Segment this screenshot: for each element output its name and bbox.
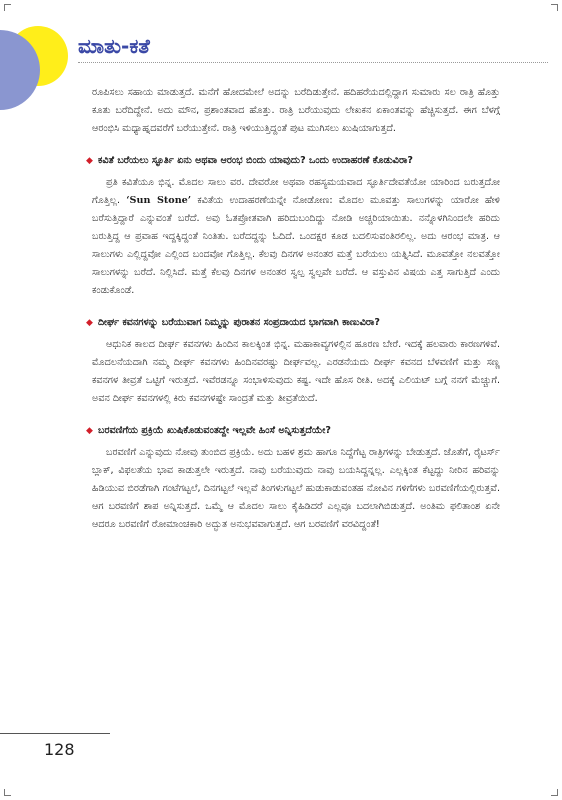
question-text: ಬರವಣಿಗೆಯ ಪ್ರಕ್ರಿಯೆ ಖುಷಿಕೊಡುವಂತದ್ದೇ ಇಲ್ಲವೇ ಹಿಂಸೆ ಅನ್ನಿಸುತ್ತದೆಯೇ? [98,425,331,436]
footer-rule [0,733,110,734]
answer-text: ಕವಿತೆಯ ಉದಾಹರಣೆಯನ್ನೇ ನೋಡೋಣ: ಮೊದಲ ಮೂವತ್ತು ಸಾಲುಗಳನ್ನು ಯಾರೋ ಹೇಳಿ ಬರೆಸುತ್ತಿದ್ದಾರೆ ಎನ್ನುವಂತೆ ಬರೆದೆ. ಅವು ಓತಪ್ರೋತವಾಗಿ ಹರಿದುಬಂದಿದ್ದು ನೋಡಿ ಅಚ್ಚರಿಯಾಯಿತು. ನನ್ನೊಳಗಿನಿಂದಲೇ ಹರಿದು ಬರುತ್ತಿದ್ದ ಆ ಪ್ರವಾಹ ಇದ್ದಕ್ಕಿದ್ದಂತೆ ನಿಂತಿತು. ಬರೆದದ್ದನ್ನು ಓದಿದೆ. ಒಂದಕ್ಷರ ಕೂಡ ಬದಲಿಸುವಂತಿರಲಿಲ್ಲ. ಅದು ಆರಂಭ ಮಾತ್ರ. ಆ ಸಾಲುಗಳು ಎಲ್ಲಿದ್ದವೋ ಎಲ್ಲಿಂದ ಬಂದವೋ ಗೊತ್ತಿಲ್ಲ. ಕೆಲವು ದಿನಗಳ ಅನಂತರ ಮತ್ತೆ ಬರೆಯಲು ಯತ್ನಿಸಿದೆ. ಮೂವತ್ತೋ ನಲವತ್ತೋ ಸಾಲುಗಳನ್ನು ಬರೆದೆ. ನಿಲ್ಲಿಸಿದೆ. ಮತ್ತೆ ಕೆಲವು ದಿನಗಳ ಅನಂತರ ಸ್ವಲ್ಪ ಸ್ವಲ್ಪವೇ ಬರೆದೆ. ಆ ವಸ್ತುವಿನ ವಿಷಯ ಎತ್ತ ಸಾಗುತ್ತಿದೆ ಎಂದು ಕಂಡುಕೊಂಡೆ. [92,195,500,296]
question-3 [86,422,500,440]
section-title: ಮಾತು-ಕತೆ [78,34,150,58]
page-number: 128 [44,740,75,759]
intro-paragraph: ರೂಪಿಸಲು ಸಹಾಯ ಮಾಡುತ್ತದೆ. ಮನೆಗೆ ಹೋದಮೇಲೆ ಅದನ್ನು ಬರೆದಿಡುತ್ತೇನೆ. ಹದಿಹರೆಯದಲ್ಲಿದ್ದಾಗ ಸುಮಾರು ಸಲ ರಾತ್ರಿ ಹೊತ್ತು ಕೂತು ಬರೆದಿದ್ದೇನೆ. ಅದು ಮೌನ, ಪ್ರಶಾಂತವಾದ ಹೊತ್ತು. ರಾತ್ರಿ ಬರೆಯುವುದು ಲೇಖಕನ ಏಕಾಂತವನ್ನು ಹೆಚ್ಚಿಸುತ್ತದೆ. ಈಗ ಬೆಳಗ್ಗೆ ಆರಂಭಿಸಿ ಮಧ್ಯಾಹ್ನದವರೆಗೆ ಬರೆಯುತ್ತೇನೆ. ರಾತ್ರಿ ಇಳಿಯುತ್ತಿದ್ದಂತೆ ಪುಟ ಮುಗಿಸಲು ಖುಷಿಯಾಗುತ್ತದೆ. [92,87,500,134]
crop-mark [551,789,558,796]
answer-3: ಬರವಣಿಗೆ ಎನ್ನುವುದು ನೋವು ತುಂಬಿದ ಪ್ರಕ್ರಿಯೆ. ಅದು ಬಹಳ ಶ್ರಮ ಹಾಗೂ ನಿದ್ದೆಗೆಟ್ಟ ರಾತ್ರಿಗಳನ್ನು ಬೇಡುತ್ತದೆ. ಜೊತೆಗೆ, ರೈಟರ್ಸ್ ಬ್ಲಾಕ್, ವಿಫಲತೆಯ ಭಾವ ಕಾಡುತ್ತಲೇ ಇರುತ್ತದೆ. ನಾವು ಬರೆಯುವುದು ನಾವು ಬಯಸಿದ್ದನ್ನಲ್ಲ. ಎಲ್ಲಕ್ಕಿಂತ ಕೆಟ್ಟದ್ದು ನೀರಿನ ಹರಿವನ್ನು ಹಿಡಿಯುವ ಬಿರಡೆಗಾಗಿ ಗಂಟೆಗಟ್ಟಲೆ, ದಿನಗಟ್ಟಲೆ ಇಲ್ಲವೆ ತಿಂಗಳುಗಟ್ಟಲೆ ಹುಡುಕಾಡುವಂತಹ ನೋವಿನ ಗಳಿಗೆಗಳು ಬರವಣಿಗೆಯಲ್ಲಿರುತ್ತವೆ. ಆಗ ಬರವಣಿಗೆ ಶಾಪ ಅನ್ನಿಸುತ್ತದೆ. ಒಮ್ಮೆ ಆ ಮೊದಲ ಸಾಲು ಕೈಹಿಡಿದರೆ ಎಲ್ಲವೂ ಬದಲಾಗಿಬಿಡುತ್ತದೆ. ಅಂತಿಮ ಫಲಿತಾಂಶ ಏನೇ ಆದರೂ ಬರವಣಿಗೆ ರೋಮಾಂಚಕಾರಿ ಅದ್ಭುತ ಅನುಭವವಾಗುತ್ತದೆ. ಆಗ ಬರವಣಿಗೆ ವರವಿದ್ದಂತೆ! [92,447,500,530]
poem-title: ‘Sun Stone’ [126,195,192,206]
question-text: ಕವಿತೆ ಬರೆಯಲು ಸ್ಫೂರ್ತಿ ಏನು ಅಥವಾ ಆರಂಭ ಬಿಂದು ಯಾವುದು? ಒಂದು ಉದಾಹರಣೆ ಕೊಡುವಿರಾ? [98,155,413,166]
title-divider [78,62,548,63]
crop-mark [551,4,558,11]
answer-text: ಪ್ರತಿ ಕವಿತೆಯೂ ಭಿನ್ನ. ಮೊದಲ ಸಾಲು ವರ. ದೇವರೋ ಅಥವಾ ರಹಸ್ಯಮಯವಾದ ಸ್ಫೂರ್ತಿದೇವತೆಯೋ ಯಾರಿಂದ ಬರುತ್ತದೋ ಗೊತ್ತಿಲ್ಲ. [92,177,500,206]
question-text: ದೀರ್ಘ ಕವನಗಳನ್ನು ಬರೆಯುವಾಗ ನಿಮ್ಮನ್ನು ಪುರಾತನ ಸಂಪ್ರದಾಯದ ಭಾಗವಾಗಿ ಕಾಣುವಿರಾ? [98,317,380,328]
question-2 [86,314,500,332]
diamond-bullet-icon: ◆ [86,426,93,436]
diamond-bullet-icon: ◆ [86,156,93,166]
answer-1 [92,174,500,300]
question-1 [86,152,500,170]
diamond-bullet-icon: ◆ [86,318,93,328]
answer-2: ಆಧುನಿಕ ಕಾಲದ ದೀರ್ಘ ಕವನಗಳು ಹಿಂದಿನ ಕಾಲಕ್ಕಿಂತ ಭಿನ್ನ. ಮಹಾಕಾವ್ಯಗಳಲ್ಲಿನ ಹೂರಣ ಬೇರೆ. ಇದಕ್ಕೆ ಹಲವಾರು ಕಾರಣಗಳಿವೆ. ಮೊದಲನೆಯದಾಗಿ ನಮ್ಮ ದೀರ್ಘ ಕವನಗಳು ಹಿಂದಿನವರಷ್ಟು ದೀರ್ಘವಲ್ಲ. ಎರಡನೆಯದು ದೀರ್ಘ ಕವನದ ಬೆಳವಣಿಗೆ ಮತ್ತು ಸಣ್ಣ ಕವನಗಳ ತೀವ್ರತೆ ಒಟ್ಟಿಗೆ ಇರುತ್ತದೆ. ಇವೆರಡನ್ನೂ ಸಂಭಾಳಿಸುವುದು ಕಷ್ಟ. ಇದೇ ಹೊಸ ರೀತಿ. ಅದಕ್ಕೆ ಎಲಿಯಟ್ ಬಗ್ಗೆ ನನಗೆ ಮೆಚ್ಚುಗೆ. ಅವನ ದೀರ್ಘ ಕವನಗಳಲ್ಲಿ ಕಿರು ಕವನಗಳಷ್ಟೇ ಸಾಂದ್ರತೆ ಮತ್ತು ತೀವ್ರತೆಯಿದೆ. [92,339,500,404]
crop-mark [4,4,11,11]
crop-mark [4,789,11,796]
article-body [86,84,500,542]
